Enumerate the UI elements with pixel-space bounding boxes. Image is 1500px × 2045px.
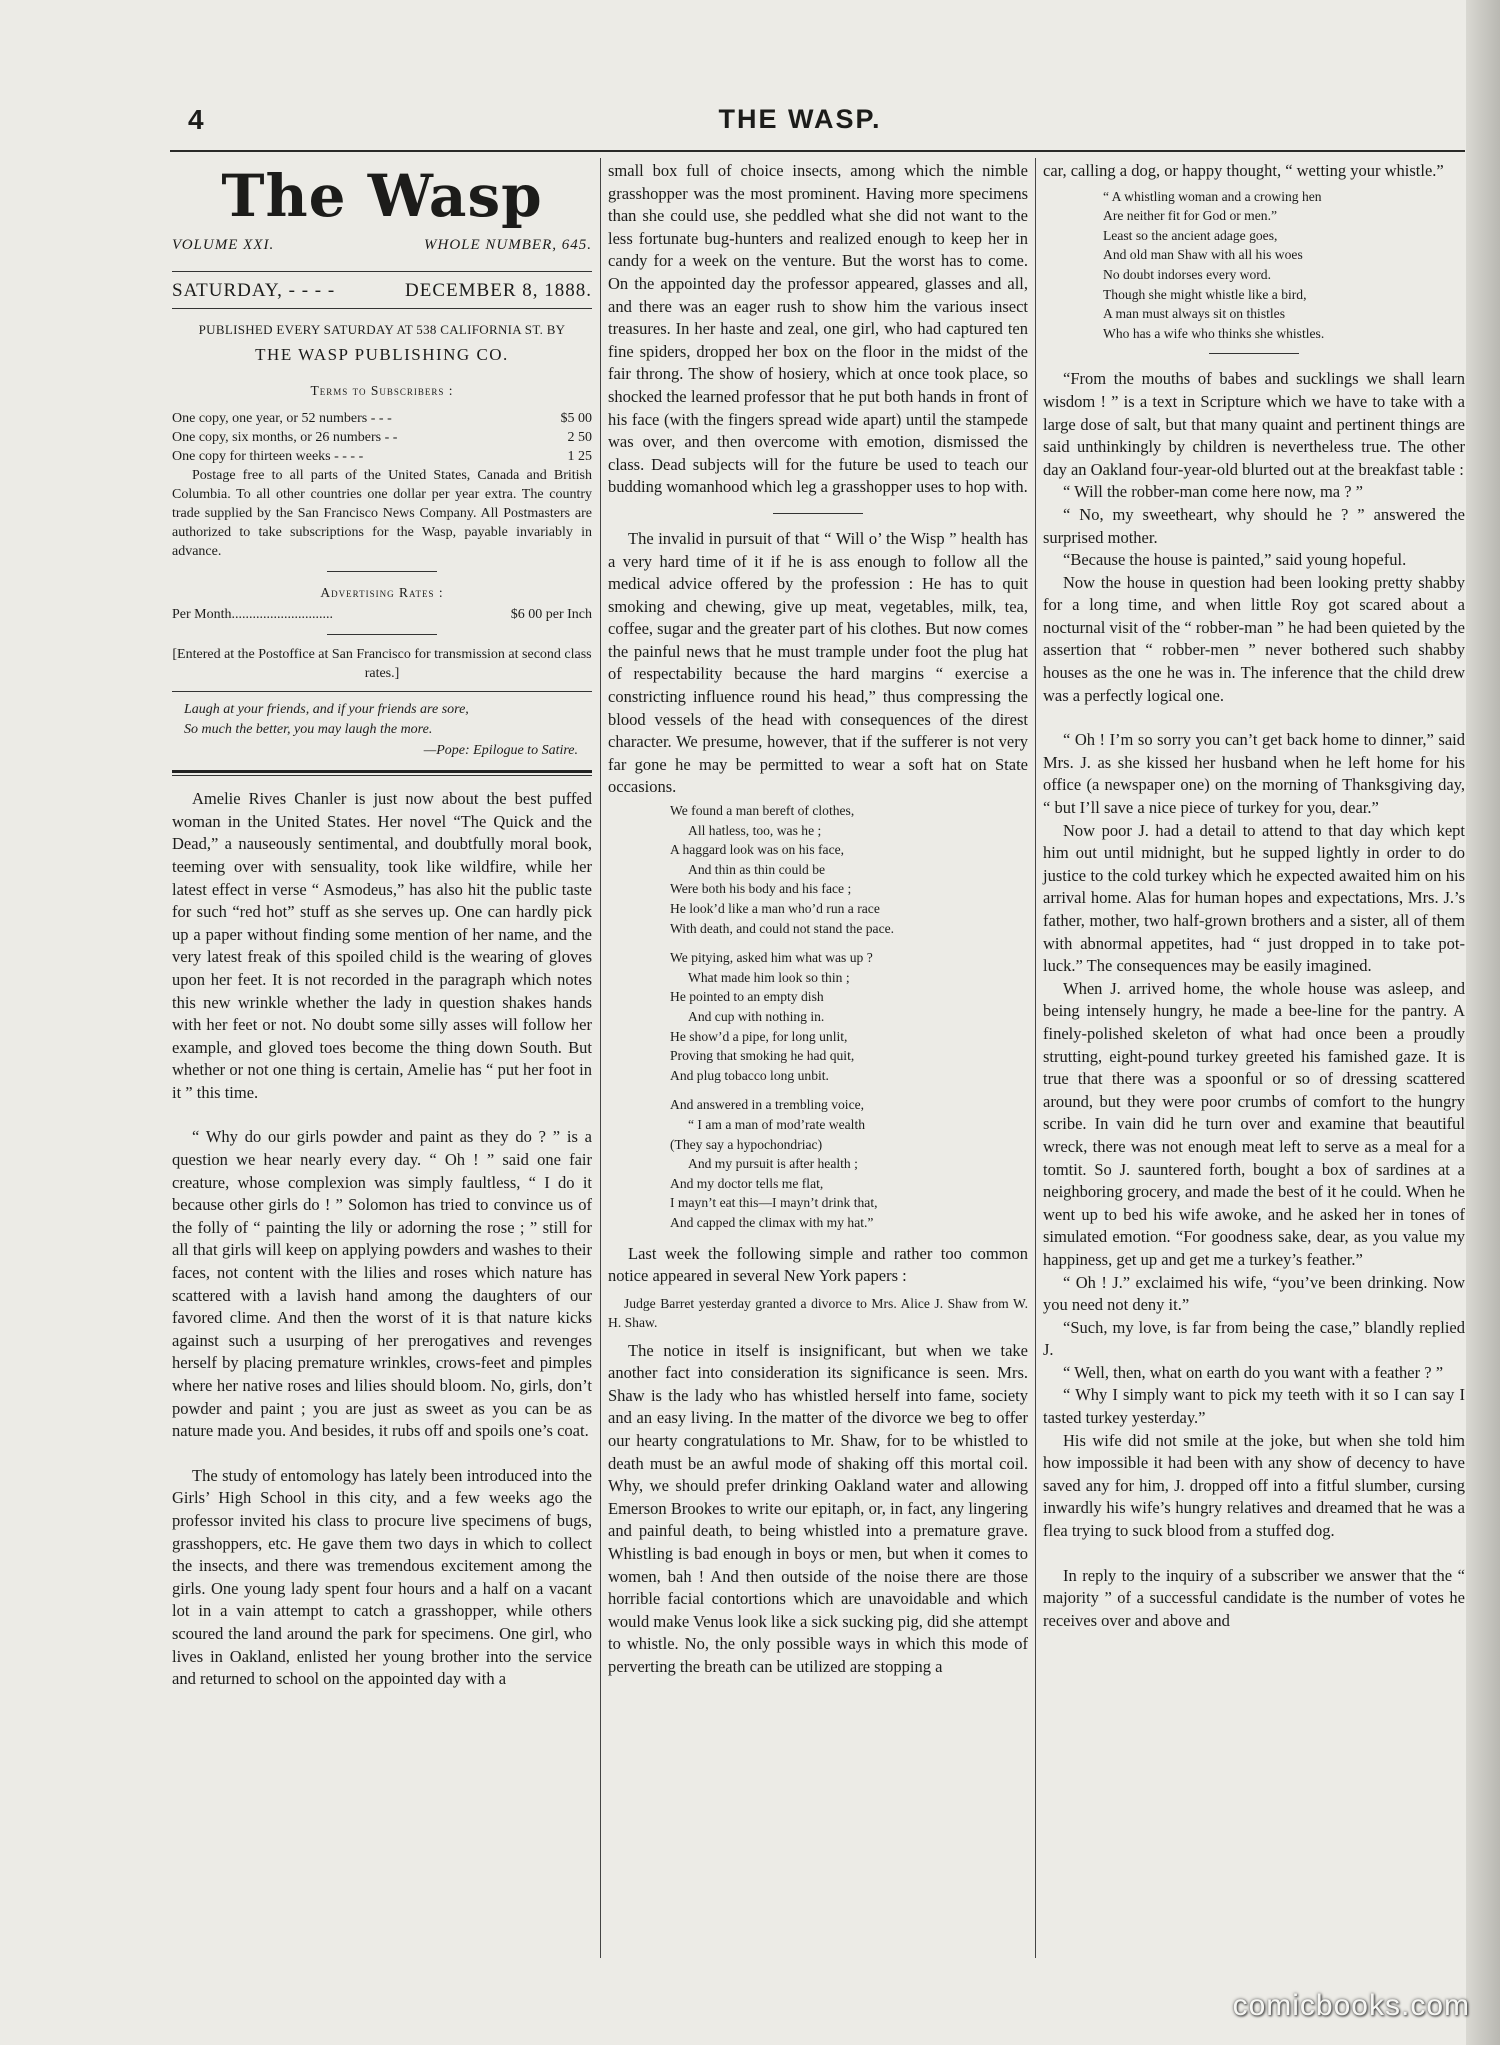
article-paragraph: “Because the house is painted,” said young hopeful. [1063, 550, 1407, 570]
article-paragraph: Now poor J. had a detail to attend to that day which kept him out until midnight, but he supped lightly in order to do justice to the cold turkey which he expected awaited him on his arrival home. Alas for human hopes and expectations, Mrs. J.’s father, mother, two half-grown brothers and a sister, all of them with abnormal appetites, had “ just dropped in to take pot-luck.” The consequences may be easily imagined. [1043, 820, 1465, 976]
poem-line: Least so the ancient adage goes, [1103, 227, 1278, 243]
article-paragraph: The study of entomology has lately been introduced into the Girls’ High School in this city, and a few weeks ago the professor invited his class to procure live specimens of bugs, grasshoppers, etc. He gave them two days in which to collect the insects, and there was tremendous excitement among the girls. One young lady spent four hours and a half on a vacant lot in a vain attempt to catch a grasshopper, while others scoured the land around the park for specimens. One girl, who lives in Oakland, enlisted her young brother into the service and returned to school on the appointed day with a [172, 1465, 592, 1689]
poem-line: All hatless, too, was he ; [688, 822, 822, 838]
article-paragraph: “ Oh ! I’m so sorry you can’t get back home to dinner,” said Mrs. J. as she kissed her husband when he left home for his office (a newspaper one) on the morning of Thanksgiving day, “ but I’ll save a nice piece of turkey for you, dear.” [1043, 730, 1465, 818]
terms-heading: Terms to Subscribers : [310, 383, 454, 399]
column-divider-1 [600, 158, 601, 1958]
article-paragraph: “ Why do our girls powder and paint as they do ? ” is a question we hear nearly every day. “ Oh ! ” said one fair creature, whose complexion was simply faultless, “ I do it because other girls do ! ” Solomon has tried to convince us of the folly of “ painting the lily or adorning the rose ; ” still for all that girls will keep on applying powders and washes to their faces, not content with the lilies and roses which nature has scattered with a lavish hand among the daughters of our favored clime. And then the worst of it is that nature kicks against such a usurping of her prerogatives and revenges herself by placing premature wrinkles, crows-feet and pimples where her native roses and lilies should bloom. No, girls, don’t powder and paint ; you are just as sweet as you can be as nature made you. And besides, it rubs off and spoils one’s coat. [172, 1127, 592, 1441]
page-number: 4 [188, 104, 204, 135]
rate-row [172, 447, 592, 466]
advertising-label: Per Month............................. [172, 606, 333, 622]
poem-line: Proving that smoking he had quit, [670, 1048, 855, 1064]
poem-line: We pitying, asked him what was up ? [670, 950, 873, 966]
poem-line: We found a man bereft of clothes, [670, 803, 855, 819]
article-paragraph: car, calling a dog, or happy thought, “ wetting your whistle.” [1043, 161, 1444, 180]
epigraph-line: So much the better, you may laugh the more. [184, 721, 433, 737]
rate-price: 2 50 [567, 429, 592, 445]
divorce-notice: Judge Barret yesterday granted a divorce to Mrs. Alice J. Shaw from W. H. Shaw. [608, 1295, 1028, 1330]
volume-label: VOLUME XXI. [172, 237, 275, 253]
publisher-name: THE WASP PUBLISHING CO. [255, 344, 509, 364]
page-edge-shadow [1466, 0, 1500, 2045]
article-paragraph: Now the house in question had been looking pretty shabby for a long time, and when little Roy got scared about a nocturnal visit of the “ robber-man ” he had been quieted by the assertion that “ robber-men ” never bothered such shabby houses as the one he was in. The inference that the child drew was a perfectly logical one. [1043, 572, 1465, 705]
poem-line: I mayn’t eat this—I mayn’t drink that, [670, 1195, 878, 1211]
whole-number-label: WHOLE NUMBER, 645. [424, 237, 592, 253]
epigraph-attribution: —Pope: Epilogue to Satire. [423, 742, 578, 758]
divider [327, 571, 437, 572]
column-3 [1043, 160, 1465, 1632]
article-paragraph: “ Will the robber-man come here now, ma ? ” [1063, 482, 1364, 502]
article-paragraph: “Such, my love, is far from being the case,” blandly replied J. [1043, 1317, 1465, 1360]
advertising-row [172, 605, 592, 624]
published-line: PUBLISHED EVERY SATURDAY AT 538 CALIFORNIA ST. BY [198, 322, 566, 338]
rate-label: One copy, six months, or 26 numbers - - [172, 429, 398, 445]
rate-label: One copy, one year, or 52 numbers - - - [172, 410, 392, 426]
article-paragraph: Amelie Rives Chanler is just now about the best puffed woman in the United States. Her novel “The Quick and the Dead,” a nauseously sentimental, and doubtfully moral book, teeming over with sensuality, took like wildfire, while her latest effect in verse “ Asmodeus,” has also hit the public taste for such “red hot” stuff as she serves up. One can hardly pick up a paper without finding some mention of her name, and the very latest freak of this spoiled child is the wearing of gloves upon her feet. It is not recorded in the paragraph which notes this new wrinkle whether the lady in question shakes hands with her feet or not. No doubt some silly asses will follow her example, and gloved toes become the thing down South. But whether or not one thing is certain, Amelie has “ put her foot in it ” this time. [172, 789, 592, 1102]
poem-line: Were both his body and his face ; [670, 881, 852, 897]
running-head: THE WASP. [718, 104, 882, 134]
article-paragraph: When J. arrived home, the whole house was asleep, and being intensely hungry, he made a bee-line for the pantry. A finely-polished skeleton of what had once been a proudly strutting, eight-pound turkey greeted his famished gaze. It is true that there was a spoonful or so of dressing scattered around, but they were poor crumbs of comfort to the hungry scribe. In vain did he turn over and examine that beautiful wreck, there was not enough meat left to serve as a meal for a tomtit. So J. sauntered forth, bought a box of sardines at a neighboring grocery, and made the best of it he could. When he went up to bed his wife awoke, and he asked her in tones of simulated emotion. “For goodness sake, dear, as you value my happiness, get up and get me a turkey’s feather.” [1043, 978, 1465, 1269]
divider [172, 691, 592, 692]
poem-line: With death, and could not stand the pace. [670, 920, 895, 936]
article-paragraph: The notice in itself is insignificant, but when we take another fact into consideration its significance is seen. Mrs. Shaw is the lady who has whistled herself into fame, society and an easy living. In the matter of the divorce we beg to offer our hearty congratulations to Mr. Shaw, for to be whistled to death must be an awful mode of shaking off this mortal coil. Why, we should prefer drinking Oakland water and allowing Emerson Brookes to write our epitaph, or, in fact, any lingering and painful death, to being whistled into a premature grave. Whistling is bad enough in boys or men, but when it comes to women, bah ! And then outside of the noise there are those horrible facial contortions which are unavoidable and which would make Venus look like a sick sucking pig, did she attempt to whistle. No, the only possible ways in which this mode of perverting the breath can be utilized are stopping a [608, 1340, 1028, 1676]
poem-line: Who has a wife who thinks she whistles. [1103, 325, 1325, 341]
poem [608, 801, 1028, 1232]
top-rule [170, 150, 1465, 152]
poem-line: What made him look so thin ; [688, 969, 850, 985]
rate-price: 1 25 [567, 448, 592, 464]
poem-line: He pointed to an empty dish [670, 989, 824, 1005]
article-paragraph: Last week the following simple and rather too common notice appeared in several New York papers : [608, 1243, 1028, 1286]
masthead-title: The Wasp [221, 162, 543, 230]
volume-row [172, 234, 592, 257]
epigraph-line: Laugh at your friends, and if your friends are sore, [184, 701, 469, 717]
article-paragraph: “From the mouths of babes and sucklings we shall learn wisdom ! ” is a text in Scripture which we have to take with a large dose of salt, but that many quaint and pertinent things are said unthinkingly by children is nevertheless true. The other day an Oakland four-year-old blurted out at the breakfast table : [1043, 369, 1465, 479]
poem-line: A man must always sit on thistles [1103, 306, 1286, 322]
postage-note: Postage free to all parts of the United States, Canada and British Columbia. To all other countries one dollar per year extra. The country trade supplied by the San Francisco News Company. All Postmasters are authorized to take subscriptions for the Wasp, payable invariably in advance. [172, 467, 592, 559]
rate-label: One copy for thirteen weeks - - - - [172, 448, 364, 464]
article-paragraph: “ Well, then, what on earth do you want with a feather ? ” [1063, 1362, 1444, 1382]
poem-line: And my doctor tells me flat, [670, 1175, 824, 1191]
poem-line: He look’d like a man who’d run a race [670, 901, 880, 916]
poem-stanza [670, 801, 1028, 938]
poem-line: (They say a hypochondriac) [670, 1136, 823, 1152]
advertising-price: $6 00 per Inch [510, 606, 592, 622]
subscription-rates [172, 409, 592, 466]
divider [1209, 353, 1299, 354]
poem-stanza [670, 948, 1028, 1085]
poem-line: And cup with nothing in. [688, 1008, 825, 1024]
masthead-bottom-rule [172, 770, 592, 773]
article-paragraph: “ Why I simply want to pick my teeth with it so I can say I tasted turkey yesterday.” [1043, 1385, 1465, 1428]
article-paragraph: In reply to the inquiry of a subscriber we answer that the “ majority ” of a successful candidate is the number of votes he receives over and above and [1043, 1565, 1465, 1630]
article-paragraph: “ Oh ! J.” exclaimed his wife, “you’ve been drinking. Now you need not deny it.” [1043, 1272, 1465, 1315]
poem-line: And thin as thin could be [688, 861, 826, 877]
divider [773, 513, 863, 514]
poem-line: A haggard look was on his face, [670, 842, 845, 858]
poem-line: And capped the climax with my hat.” [670, 1214, 874, 1230]
postoffice-note: [Entered at the Postoffice at San Francisco for transmission at second class rates.] [172, 646, 592, 681]
article-paragraph: The invalid in pursuit of that “ Will o’ the Wisp ” health has a very hard time of it if he is ass enough to follow all the medical advice offered by the profession : He has to quit smoking and chewing, give up meat, vegetables, milk, tea, coffee, sugar and the greater part of his clothes. But now comes the painful news that he must trample under foot the plug hat of respectability because the hard margins “ exercise a constricting influence round his head,” thus compressing the blood vessels of the head with consequences of the direst character. We presume, however, that if the sufferer is not very far gone he may be permitted to wear a soft hat on State occasions. [608, 528, 1028, 797]
rate-row [172, 428, 592, 447]
masthead-bottom-rule-thin [172, 775, 592, 776]
poem-line: Though she might whistle like a bird, [1103, 286, 1307, 302]
watermark-text: comicbooks.com [1232, 1989, 1470, 2022]
poem-stanza [670, 1095, 1028, 1232]
poem-line: Are neither fit for God or men.” [1103, 208, 1278, 224]
article-paragraph: His wife did not smile at the joke, but when she told him how impossible it had been with any show of decency to have saved any for him, J. dropped off into a fitful slumber, cursing inwardly his wife’s hungry relatives and dreamed that he was a flea trying to suck blood from a stuffed dog. [1043, 1430, 1465, 1541]
poem [1043, 187, 1465, 344]
advertising-heading: Advertising Rates : [320, 584, 444, 600]
article-paragraph: “ No, my sweetheart, why should he ? ” answered the surprised mother. [1043, 504, 1465, 547]
article-paragraph: small box full of choice insects, among which the nimble grasshopper was the most prominent. Having more specimens than she could use, she peddled what she did not want to the less fortunate bug-hunters and realized enough to keep her in candy for a week on the venture. But the worst has to come. On the appointed day the professor appeared, glasses and all, and there was an eager rush to show him the various insect treasures. In her haste and zeal, one girl, who had captured ten fine spiders, dropped her box on the floor in the midst of the fair throng. The show of hosiery, which at once took place, so shocked the learned professor that he put both hands in front of his face (with the fingers spread wide apart) until the stampede was over, and then overcome with emotion, dismissed the class. Dead subjects will for the future be used to teach our budding womanhood which leg a grasshopper uses to hop with. [608, 161, 1028, 497]
divider [327, 634, 437, 635]
date-row [172, 271, 592, 310]
poem-line: And my pursuit is after health ; [688, 1156, 858, 1172]
poem-line: No doubt indorses every word. [1103, 266, 1272, 282]
issue-day: SATURDAY, - - - - [172, 279, 336, 301]
poem-line: He show’d a pipe, for long unlit, [670, 1028, 848, 1044]
poem-line: And plug tobacco long unbit. [670, 1067, 829, 1083]
poem-line: “ I am a man of mod’rate wealth [688, 1116, 866, 1132]
issue-date: DECEMBER 8, 1888. [405, 279, 592, 301]
rate-row [172, 409, 592, 428]
column-2 [608, 160, 1028, 1679]
poem-line: And answered in a trembling voice, [670, 1097, 865, 1113]
column-1 [172, 160, 592, 1691]
poem-line: And old man Shaw with all his woes [1103, 247, 1303, 263]
column-divider-2 [1035, 158, 1036, 1958]
poem-line: “ A whistling woman and a crowing hen [1103, 188, 1322, 204]
rate-price: $5 00 [560, 410, 592, 426]
